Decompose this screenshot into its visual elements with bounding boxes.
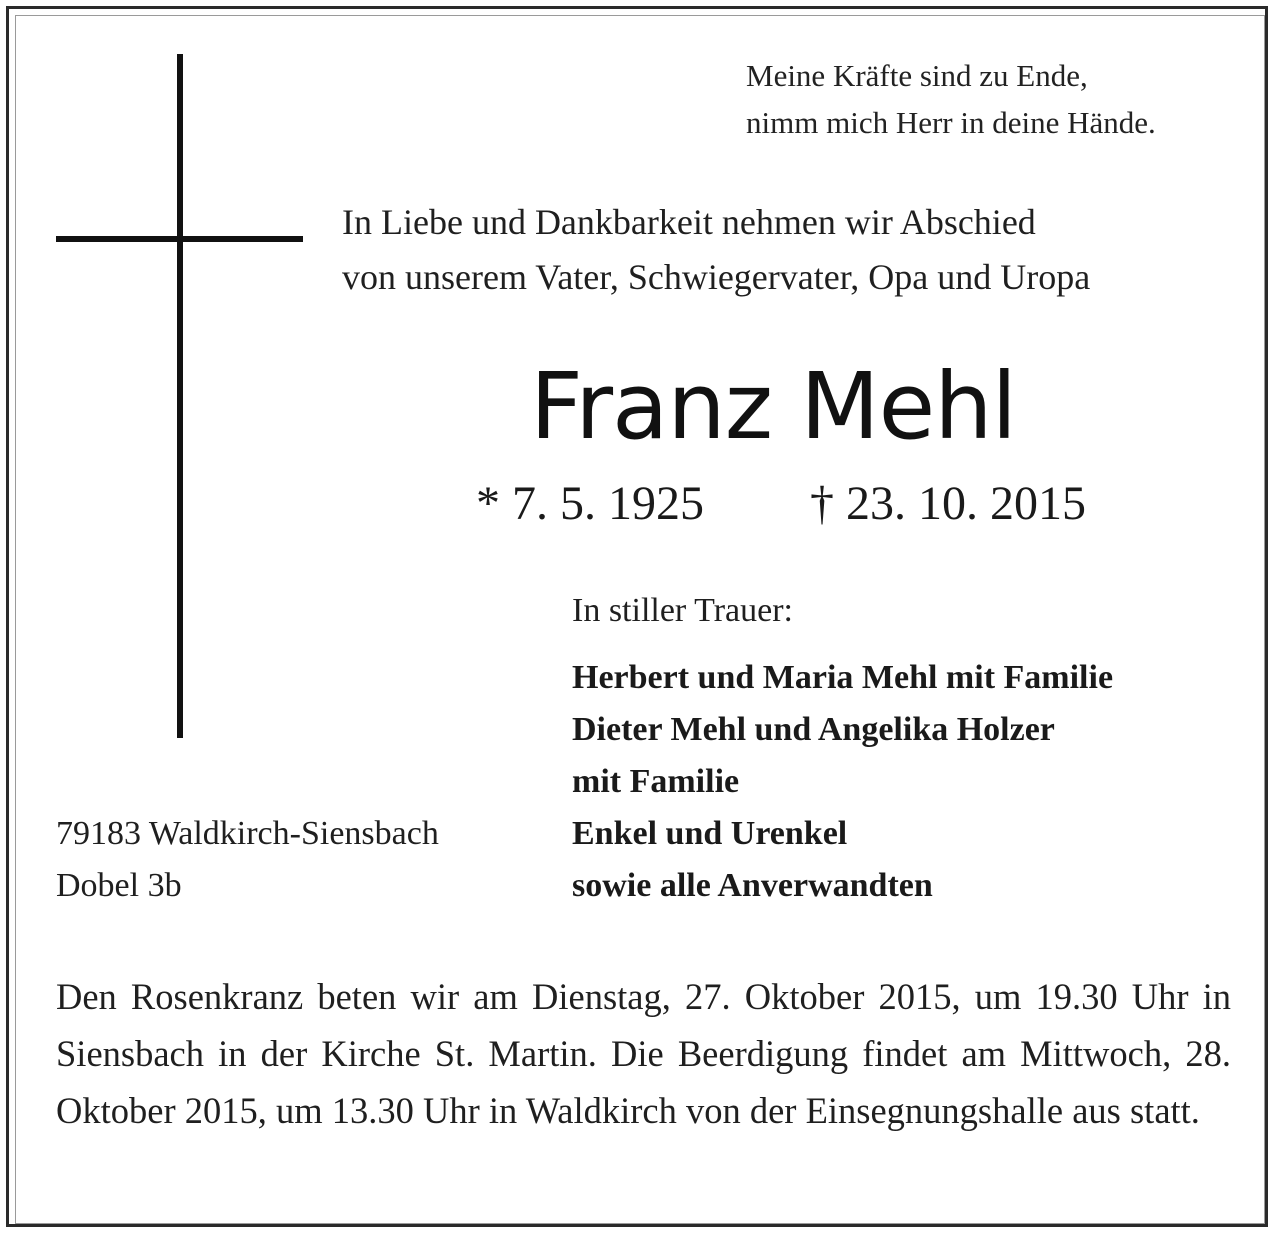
service-announcement: Den Rosenkranz beten wir am Dienstag, 27. Oktober 2015, um 19.30 Uhr in Siensbach in der Kirche St. Martin. Die Beerdigung findet am Mittwoch, 28. Oktober 2015, um 13.30 Uhr in Waldkirch von der Einsegnungshalle aus statt. bbox=[56, 976, 1231, 1131]
mourners-label: In stiller Trauer: bbox=[572, 592, 793, 629]
mourners-list bbox=[572, 652, 1252, 912]
address-block bbox=[56, 808, 439, 912]
mourner-line: mit Familie bbox=[572, 763, 740, 800]
mourner-line: sowie alle Anverwandten bbox=[572, 867, 933, 904]
mourner-line: Herbert und Maria Mehl mit Familie bbox=[572, 659, 1114, 696]
motto-verse bbox=[746, 52, 1246, 146]
intro-text bbox=[342, 195, 1262, 305]
deceased-name: Franz Mehl bbox=[530, 353, 1017, 460]
address-line: Dobel 3b bbox=[56, 867, 182, 904]
motto-line: nimm mich Herr in deine Hände. bbox=[746, 105, 1156, 140]
intro-line: von unserem Vater, Schwiegervater, Opa und Uropa bbox=[342, 257, 1091, 297]
birth-date: * 7. 5. 1925 bbox=[476, 477, 704, 530]
intro-line: In Liebe und Dankbarkeit nehmen wir Abschied bbox=[342, 202, 1036, 242]
cross-icon bbox=[177, 54, 183, 738]
address-line: 79183 Waldkirch-Siensbach bbox=[56, 815, 439, 852]
mourner-line: Dieter Mehl und Angelika Holzer bbox=[572, 711, 1055, 748]
motto-line: Meine Kräfte sind zu Ende, bbox=[746, 58, 1088, 93]
death-date: † 23. 10. 2015 bbox=[810, 477, 1086, 530]
mourner-line: Enkel und Urenkel bbox=[572, 815, 848, 852]
cross-icon-bar bbox=[56, 236, 303, 242]
